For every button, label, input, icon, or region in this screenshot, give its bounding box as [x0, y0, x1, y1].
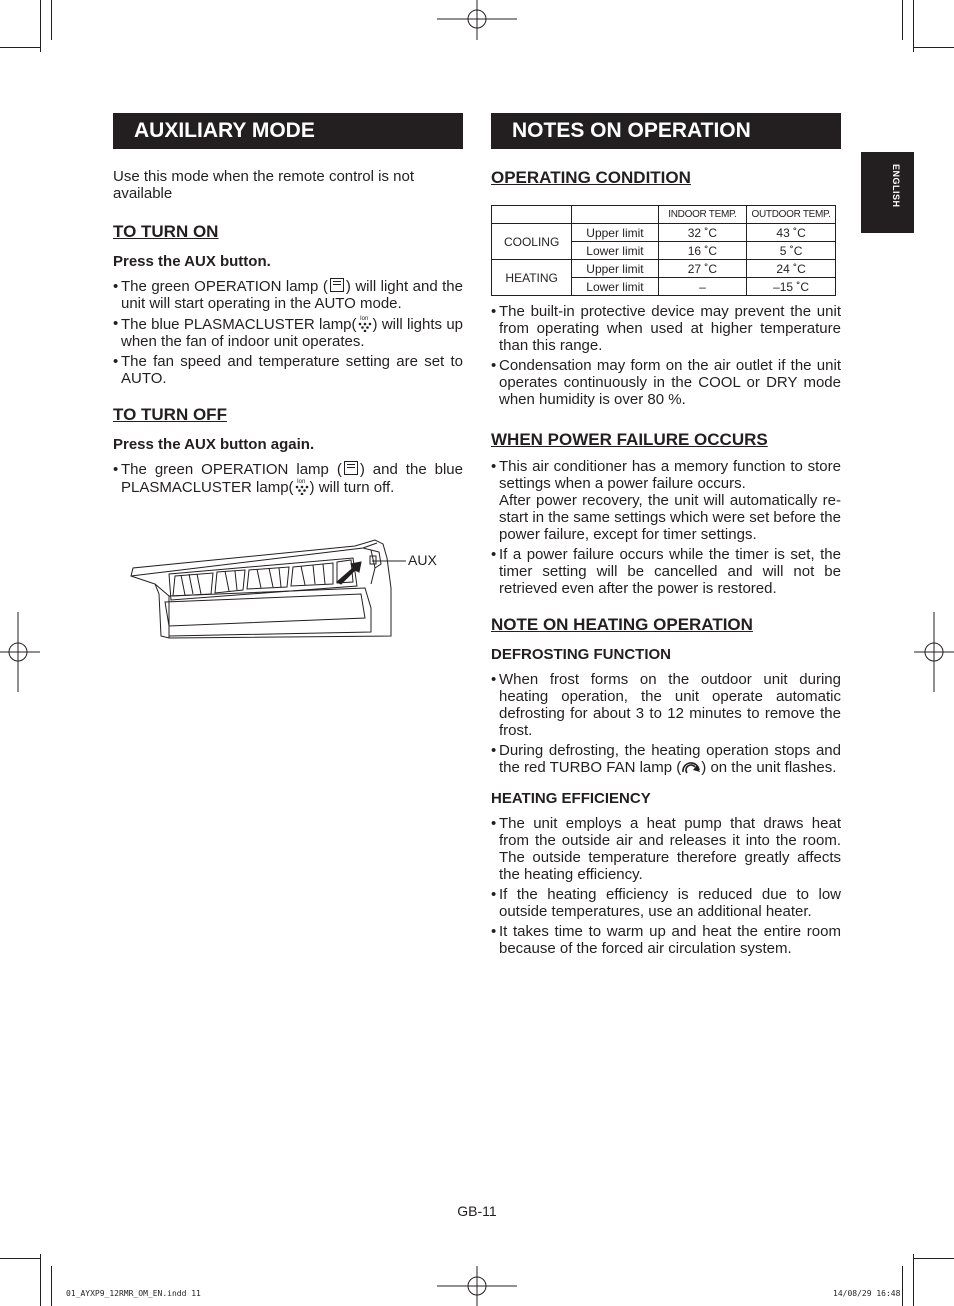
table-row [492, 224, 836, 242]
right-column [491, 168, 841, 960]
outdoor-cell: 43 ˚C [747, 224, 836, 242]
list-item: • Condensation may form on the air outlet if the unit operates continuously in the COOL or DRY mode when humidity is over 80 %. [491, 357, 841, 408]
footer-filename: 01_AYXP9_12RMR_OM_EN.indd 11 [66, 1289, 201, 1298]
list-item: • If a power failure occurs while the timer is set, the timer setting will be cancelled and will not be retrieved even after the power is restored. [491, 546, 841, 597]
mode-cell-cooling: COOLING [492, 224, 572, 260]
registration-mark-top [437, 0, 517, 40]
list-item: • When frost forms on the outdoor unit during heating operation, the unit operate automatic defrosting for about 3 to 12 minutes to remove the frost. [491, 671, 841, 739]
indoor-cell: – [658, 278, 747, 296]
list-item: • The fan speed and temperature setting are set to AUTO. [113, 353, 463, 387]
notes-on-operation-banner [491, 113, 841, 149]
list-item: • The built-in protective device may prevent the unit from operating when used at higher temperature than this range. [491, 303, 841, 354]
bullet-text: During defrosting, the heating operation stops and the red TURBO FAN lamp ( [499, 742, 841, 776]
limit-cell: Upper limit [572, 224, 658, 242]
turn-off-list [113, 461, 463, 496]
language-tab-label: ENGLISH [891, 164, 901, 208]
bullet-text: The green OPERATION lamp ( [121, 461, 342, 478]
power-failure-list [491, 458, 841, 597]
limit-cell: Lower limit [572, 242, 658, 260]
list-item: • The unit employs a heat pump that draws heat from the outside air and releases it into the room. The outside temperature therefore greatly affects the heating efficiency. [491, 815, 841, 883]
aux-label: AUX [408, 552, 437, 568]
limit-cell: Lower limit [572, 278, 658, 296]
bullet-text: ) on the unit flashes. [701, 759, 837, 776]
operating-condition-table [491, 205, 836, 296]
heating-operation-heading: NOTE ON HEATING OPERATION [491, 615, 753, 634]
plasmacluster-ion-icon [294, 478, 310, 495]
table-row [492, 260, 836, 278]
list-item [113, 315, 463, 350]
registration-mark-right [914, 612, 954, 692]
ion-icon-label: Ion [359, 316, 368, 322]
page-number: GB-11 [457, 1203, 497, 1219]
left-column [113, 168, 463, 499]
turn-on-instruction: Press the AUX button. [113, 253, 271, 270]
plasmacluster-ion-icon [357, 315, 373, 332]
indoor-cell: 16 ˚C [658, 242, 747, 260]
operation-lamp-icon [330, 278, 344, 292]
list-item [491, 458, 841, 543]
bullet-text: After power recovery, the unit will automatically re-start in the same settings which were set before the power failure, except for timer settings. [499, 492, 841, 543]
table-header-row [492, 206, 836, 224]
bullet-text: ) and the blue PLASMACLUSTER lamp( [121, 461, 463, 496]
footer-timestamp: 14/08/29 16:48 [833, 1289, 901, 1298]
bullet-text: The blue PLASMACLUSTER lamp( [121, 316, 357, 333]
auxiliary-mode-banner [113, 113, 463, 149]
list-item: • If the heating efficiency is reduced due to low outside temperatures, use an additional heater. [491, 886, 841, 920]
registration-mark-left [0, 612, 40, 692]
outdoor-cell: 24 ˚C [747, 260, 836, 278]
indoor-cell: 27 ˚C [658, 260, 747, 278]
heating-efficiency-list [491, 815, 841, 957]
turn-on-list [113, 278, 463, 387]
to-turn-off-heading: TO TURN OFF [113, 405, 227, 424]
power-failure-heading: WHEN POWER FAILURE OCCURS [491, 430, 768, 449]
language-tab [861, 152, 914, 233]
operating-condition-heading: OPERATING CONDITION [491, 168, 691, 187]
defrosting-heading: DEFROSTING FUNCTION [491, 646, 671, 663]
notes-on-operation-title: NOTES ON OPERATION [512, 119, 751, 142]
limit-cell: Upper limit [572, 260, 658, 278]
column-header-indoor: INDOOR TEMP. [658, 206, 747, 224]
defrosting-list [491, 671, 841, 776]
list-item [113, 278, 463, 312]
bullet-text: The green OPERATION lamp ( [121, 278, 328, 295]
to-turn-on-heading: TO TURN ON [113, 222, 219, 241]
outdoor-cell: 5 ˚C [747, 242, 836, 260]
indoor-unit-illustration [125, 528, 455, 643]
bullet-text: ) will lights up when the fan of indoor unit operates. [121, 316, 463, 350]
bullet-text: ) will light and the unit will start operating in the AUTO mode. [121, 278, 463, 312]
bullet-text: This air conditioner has a memory function to store settings when a power failure occurs. [499, 458, 841, 492]
auxiliary-mode-title: AUXILIARY MODE [134, 119, 315, 142]
bullet-text: ) will turn off. [309, 479, 395, 496]
registration-mark-bottom [437, 1266, 517, 1306]
indoor-cell: 32 ˚C [658, 224, 747, 242]
column-header-outdoor: OUTDOOR TEMP. [747, 206, 836, 224]
list-item: • It takes time to warm up and heat the entire room because of the forced air circulation system. [491, 923, 841, 957]
mode-cell-heating: HEATING [492, 260, 572, 296]
operating-notes-list [491, 303, 841, 408]
aux-intro: Use this mode when the remote control is not available [113, 168, 414, 202]
operation-lamp-icon [344, 461, 358, 475]
list-item [491, 742, 841, 776]
heating-efficiency-heading: HEATING EFFICIENCY [491, 790, 651, 807]
outdoor-cell: –15 ˚C [747, 278, 836, 296]
list-item [113, 461, 463, 496]
ion-icon-label: Ion [296, 479, 305, 485]
turbo-fan-icon [681, 760, 701, 774]
turn-off-instruction: Press the AUX button again. [113, 436, 315, 453]
